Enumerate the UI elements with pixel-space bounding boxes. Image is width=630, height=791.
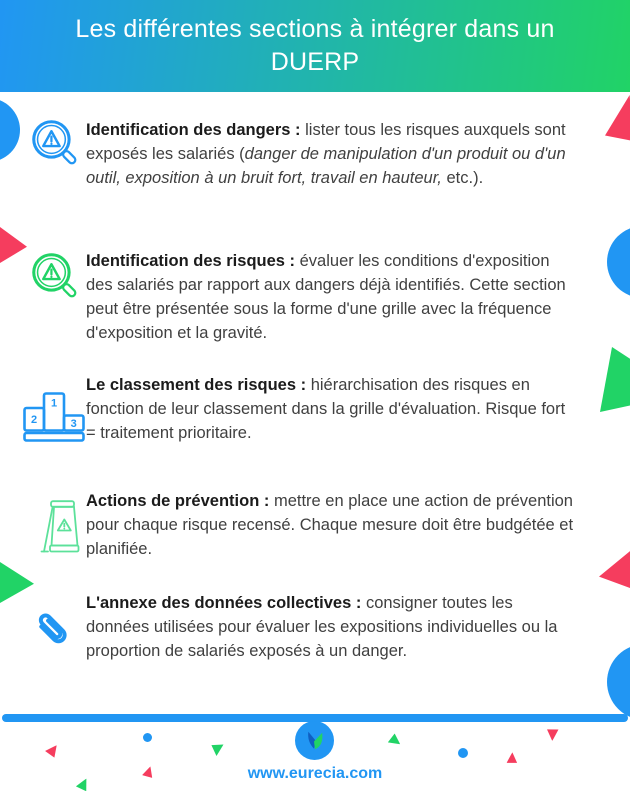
section-body: hiérarchisation des risques en fonction de leur classement dans la grille d'évaluation. Risque fort = traitement prioritaire.: [86, 376, 566, 442]
section-item: [22, 373, 578, 447]
section-body: mettre en place une action de prévention pour chaque risque recensé. Chaque mesure doit être budgétée et planifiée.: [86, 492, 574, 558]
header-banner: [0, 0, 630, 92]
svg-text:1: 1: [50, 397, 58, 410]
magnifier-warning-icon: [31, 252, 78, 304]
section-item: [22, 249, 578, 345]
paperclip-icon: [27, 606, 81, 660]
section-text: [86, 118, 578, 190]
decor-triangle-pink-right: [599, 550, 630, 588]
wet-floor-sign-icon: [39, 500, 83, 565]
section-text: [86, 489, 578, 565]
decor-triangle-pink-topright: [605, 95, 630, 141]
magnifier-warning-icon: [31, 119, 78, 171]
section-text: [86, 591, 578, 663]
section-text: [86, 249, 578, 345]
confetti-dot-blue: [458, 748, 468, 758]
decor-circle-blue-bottomright: [607, 644, 630, 720]
confetti-dot-blue: [143, 733, 152, 742]
section-title: L'annexe des données collectives :: [86, 594, 362, 612]
section-body: consigner toutes les données utilisées pour évaluer les expositions individuelles ou la proportion de salariés exposés à un danger.: [86, 594, 558, 660]
section-body: lister tous les risques auxquels sont exposés les salariés (danger de manipulation d'un produit ou d'un outil, exposition à un bruit fort, travail en hauteur, etc.).: [86, 121, 566, 187]
confetti-triangle-green: [210, 743, 223, 756]
decor-circle-blue-right: [607, 226, 630, 298]
section-text: [86, 373, 578, 447]
decor-triangle-green-right: [600, 347, 630, 412]
section-item: [22, 489, 578, 565]
section-item: [22, 591, 578, 663]
decor-circle-blue-left: [0, 98, 20, 162]
website-link[interactable]: www.eurecia.com: [247, 765, 383, 782]
podium-icon: [23, 392, 85, 447]
section-title: Identification des dangers :: [86, 121, 301, 139]
section-title: Le classement des risques :: [86, 376, 307, 394]
svg-text:3: 3: [70, 418, 77, 430]
section-body: évaluer les conditions d'exposition des salariés par rapport aux dangers déjà identifiés. Cette section peut être présentée sous la forme d'une grille avec la fréquence d'exposition et la gravité.: [86, 252, 566, 342]
section-item: [22, 118, 578, 190]
section-title: Identification des risques :: [86, 252, 296, 270]
page-title: Les différentes sections à intégrer dans un DUERP: [75, 15, 555, 76]
svg-text:2: 2: [30, 414, 38, 426]
eurecia-logo-mark: [295, 721, 334, 760]
section-title: Actions de prévention :: [86, 492, 270, 510]
confetti-triangle-red: [543, 724, 559, 741]
confetti-triangle-green: [386, 733, 400, 748]
confetti-triangle-red: [45, 745, 61, 760]
eurecia-logo: [295, 721, 334, 760]
